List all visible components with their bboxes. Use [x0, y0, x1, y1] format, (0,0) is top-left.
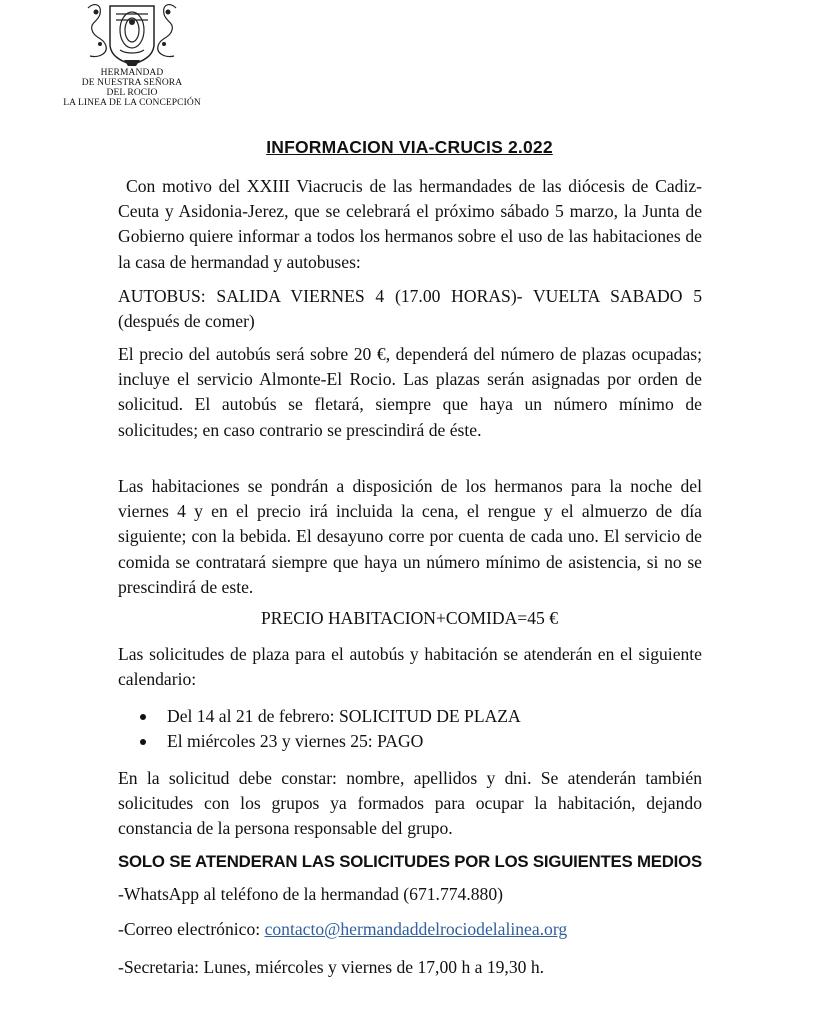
email-line	[118, 917, 702, 942]
secretaria-line: -Secretaria: Lunes, miércoles y viernes de 17,00 h a 19,30 h.	[118, 957, 545, 977]
whatsapp-line: -WhatsApp al teléfono de la hermandad (671.774.880)	[118, 884, 503, 904]
bus-schedule-paragraph: AUTOBUS: SALIDA VIERNES 4 (17.00 HORAS)- VUELTA SABADO 5 (después de comer)	[118, 286, 702, 332]
bullet-icon	[140, 739, 146, 745]
intro-paragraph: Con motivo del XXIII Viacrucis de las hermandades de las diócesis de Cadiz-Ceuta y Asidonia-Jerez, que se celebrará el próximo sábado 5 marzo, la Junta de Gobierno quiere informar a todos los hermanos sobre el uso de las habitaciones de la casa de hermandad y autobuses:	[118, 176, 702, 272]
list-item	[140, 704, 700, 729]
document-title: INFORMACION VIA-CRUCIS 2.022	[266, 137, 553, 157]
list-item	[140, 729, 700, 754]
org-line: DEL ROCIO	[106, 88, 158, 98]
bus-price-paragraph: El precio del autobús será sobre 20 €, dependerá del número de plazas ocupadas; incluye el servicio Almonte-El Rocio. Las plazas serán asignadas por orden de solicitud. El autobús se fletará, siempre que haya un número mínimo de solicitudes; en caso contrario se prescindirá de éste.	[118, 344, 702, 440]
rooms-paragraph: Las habitaciones se pondrán a disposición de los hermanos para la noche del viernes 4 y en el precio irá incluida la cena, el rengue y el almuerzo de día siguiente; con la bebida. El desayuno corre por cuenta de cada uno. El servicio de comida se contratará siempre que haya un número mínimo de asistencia, si no se prescindirá de este.	[118, 476, 702, 597]
crest-logo	[80, 0, 184, 66]
email-label: -Correo electrónico:	[118, 919, 265, 939]
org-line: HERMANDAD	[100, 68, 164, 78]
email-link[interactable]: contacto@hermandaddelrociodelalinea.org	[264, 919, 568, 939]
bullet-icon	[140, 714, 146, 720]
org-line: LA LINEA DE LA CONCEPCIÓN	[63, 98, 201, 108]
total-price-line: PRECIO HABITACION+COMIDA=45 €	[260, 608, 558, 628]
calendar-intro-paragraph: Las solicitudes de plaza para el autobús y habitación se atenderán en el siguiente calendario:	[118, 644, 702, 690]
schedule-item-text: El miércoles 23 y viernes 25: PAGO	[167, 731, 424, 752]
schedule-list	[140, 704, 700, 754]
request-paragraph: En la solicitud debe constar: nombre, apellidos y dni. Se atenderán también solicitudes con los grupos ya formados para ocupar la habitación, dejando constancia de la persona responsable del grupo.	[118, 768, 702, 839]
organization-name	[48, 68, 216, 108]
org-line: DE NUESTRA SEÑORA	[81, 78, 183, 88]
schedule-item-text: Del 14 al 21 de febrero: SOLICITUD DE PLAZA	[167, 706, 521, 726]
contact-methods-heading: SOLO SE ATENDERAN LAS SOLICITUDES POR LOS SIGUIENTES MEDIOS	[118, 852, 702, 871]
